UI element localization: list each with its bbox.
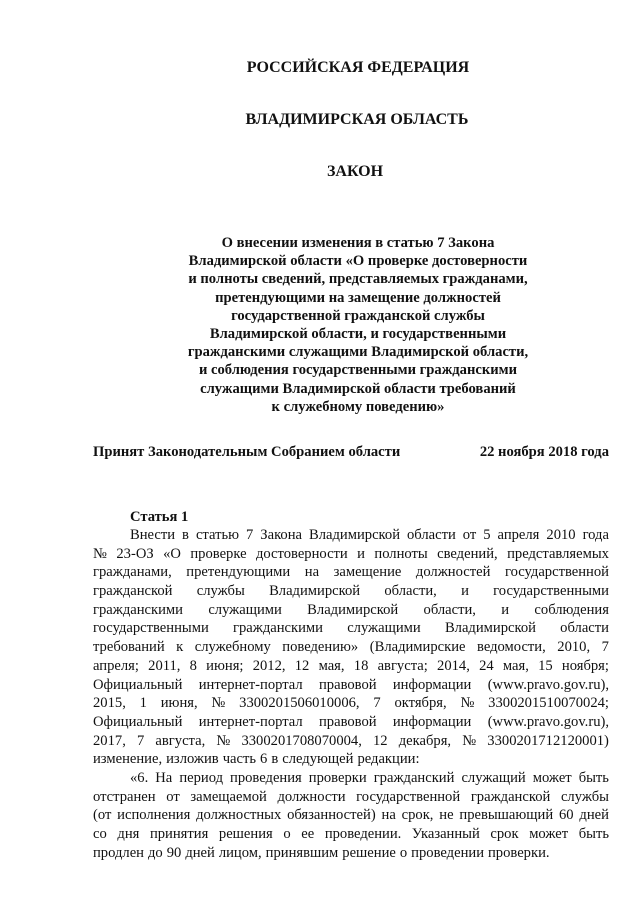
law-title-line: Владимирской области «О проверке достоверности <box>188 253 528 270</box>
paragraph-line: отстранен от замещаемой должности государственной гражданской службы <box>93 788 609 805</box>
law-title-line: и соблюдения государственными гражданскими <box>198 362 518 379</box>
law-title-line: и полноты сведений, представляемых гражданами, <box>188 271 528 288</box>
paragraph-line: государственными гражданскими служащими Владимирской области <box>93 620 609 637</box>
paragraph-line: 2015, 1 июня, № 3300201506010006, 7 октября, № 3300201510070024; <box>93 695 609 712</box>
law-title-line: претендующими на замещение должностей <box>215 289 501 306</box>
law-title <box>130 234 586 416</box>
paragraph-line: продлен до 90 дней лицом, принявшим решение о проведении проверки. <box>93 844 550 861</box>
law-title-line: гражданскими служащими Владимирской области, <box>187 344 529 361</box>
paragraph-line: гражданской службы Владимирской области, и государственными <box>93 583 609 600</box>
new-wording-paragraph <box>93 769 609 862</box>
paragraph-line: изменение, изложив часть 6 в следующей редакции: <box>93 751 420 768</box>
law-title-line: государственной гражданской службы <box>231 307 485 324</box>
amendment-paragraph <box>93 526 609 769</box>
paragraph-line: Внести в статью 7 Закона Владимирской области от 5 апреля 2010 года <box>130 527 609 543</box>
paragraph-line: «6. На период проведения проверки гражданский служащий может быть <box>130 769 609 786</box>
article-body <box>93 526 609 862</box>
law-title-line: служащими Владимирской области требований <box>200 380 516 397</box>
adopted-by-text: Принят Законодательным Собранием области <box>93 444 401 460</box>
law-title-line: О внесении изменения в статью 7 Закона <box>221 235 495 251</box>
country-heading: РОССИЙСКАЯ ФЕДЕРАЦИЯ <box>246 59 470 76</box>
paragraph-line: апреля; 2011, 8 июня; 2012, 12 мая, 18 августа; 2014, 24 мая, 15 ноября; <box>93 657 609 674</box>
paragraph-line: со дня принятия решения о ее проведении. Указанный срок может быть <box>93 826 609 842</box>
law-title-line: к служебному поведению» <box>271 398 445 415</box>
paragraph-line: (от исполнения должностных обязанностей) на срок, не превышающий 60 дней <box>93 807 609 824</box>
region-heading: ВЛАДИМИРСКАЯ ОБЛАСТЬ <box>245 111 469 128</box>
law-title-line: Владимирской области, и государственными <box>209 326 507 343</box>
article-heading: Статья 1 <box>130 509 189 525</box>
document-type-heading: ЗАКОН <box>326 163 384 180</box>
paragraph-line: гражданами, претендующими на замещение должностей государственной <box>93 564 609 581</box>
paragraph-line: Официальный интернет-портал правовой информации (www.pravo.gov.ru), <box>93 713 609 730</box>
paragraph-line: № 23-ОЗ «О проверке достоверности и полноты сведений, представляемых <box>93 545 609 562</box>
adoption-line <box>93 442 609 462</box>
paragraph-line: гражданскими служащими Владимирской области, и соблюдения <box>93 601 609 618</box>
paragraph-line: требований к служебному поведению» (Владимирские ведомости, 2010, 7 <box>93 639 609 656</box>
adoption-date: 22 ноября 2018 года <box>479 444 609 460</box>
paragraph-line: Официальный интернет-портал правовой информации (www.pravo.gov.ru), <box>93 676 609 693</box>
paragraph-line: 2017, 7 августа, № 3300201708070004, 12 декабря, № 3300201712120001) <box>93 732 609 749</box>
